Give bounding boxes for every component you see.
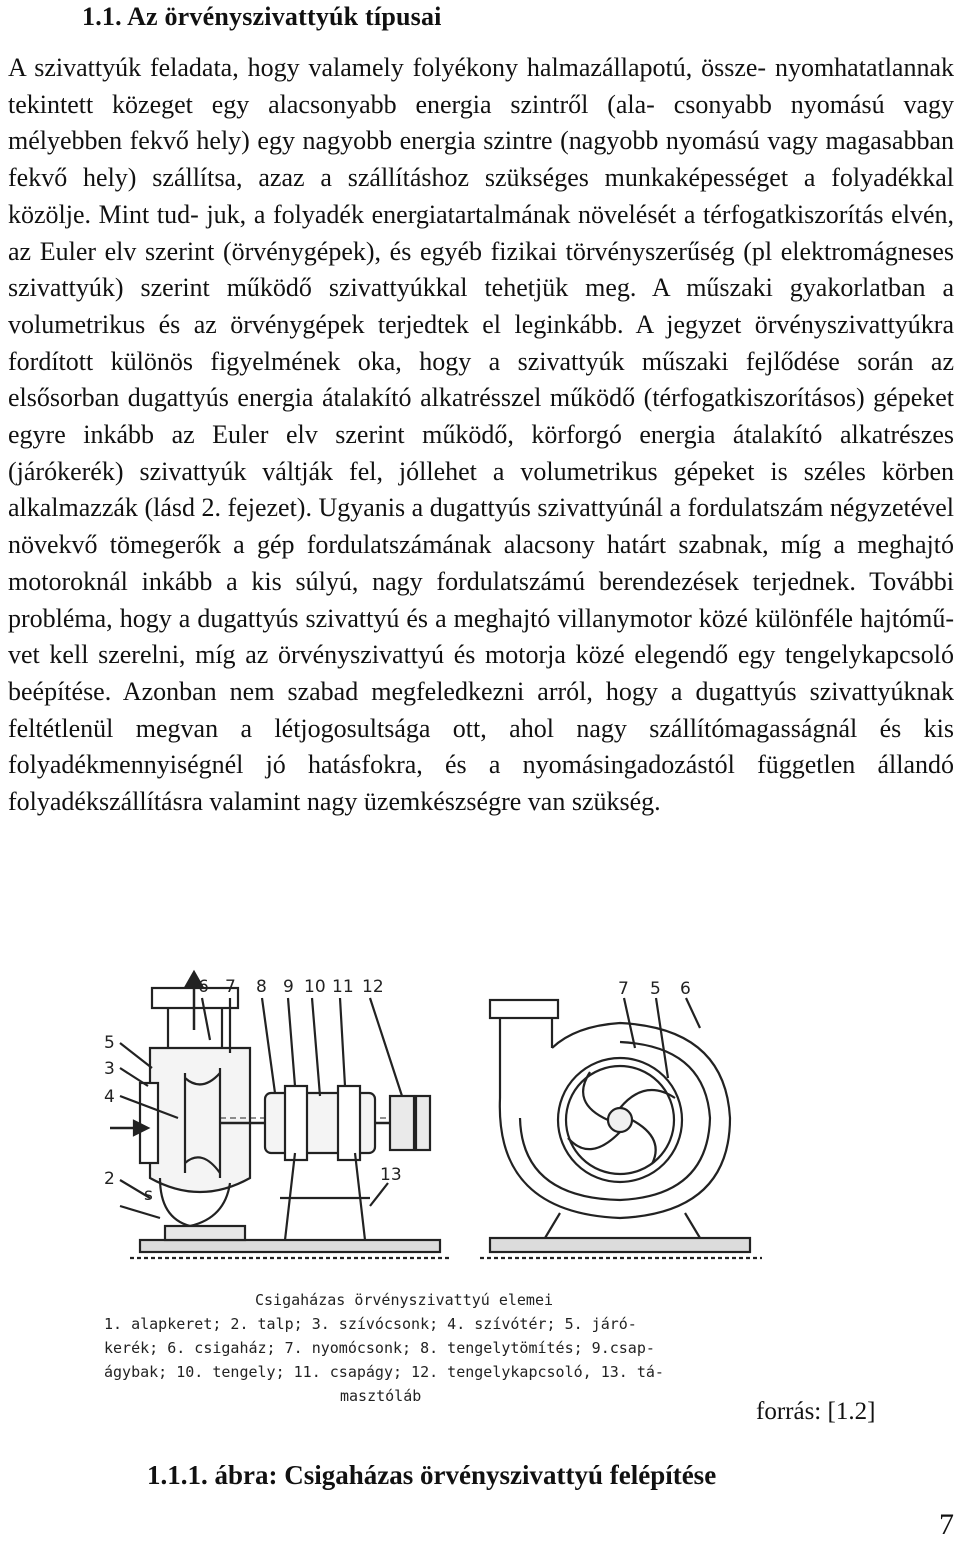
label-4: 4 <box>104 1087 115 1107</box>
body-line: juk, a folyadék energiatartalmának növelését a térfogatkiszorítás elvén, az <box>8 199 954 266</box>
body-line: (járókerék) szivattyúk váltják fel, jóllehet a volumetrikus gépeket is széles <box>8 456 866 486</box>
label-12: 12 <box>362 977 384 997</box>
label-2: 2 <box>104 1169 115 1189</box>
front-view-labels <box>618 979 691 999</box>
body-line: dugattyús szivattyú és a meghajtó villanymotor közé különféle hajtómű- <box>197 603 955 633</box>
side-view-drawing <box>110 972 450 1258</box>
label-5: 5 <box>104 1033 115 1053</box>
body-line: nagy fordulatszámú berendezések terjednek. További probléma, hogy a <box>8 566 955 633</box>
body-line: és a nyomásingadozástól független állandó folyadékszállításra valamint <box>8 750 954 817</box>
legend-line: 1. alapkeret; 2. talp; 3. szívócsonk; 4. szívótér; 5. járó- <box>104 1315 637 1333</box>
front-view-drawing <box>480 998 762 1258</box>
body-line: fordulatszám négyzetével növekvő tömegerők a gép fordulatszámának <box>8 493 955 560</box>
body-line: A műszaki gyakorlatban a volumetrikus és az örvénygépek terjedtek el <box>8 273 954 339</box>
body-line: ahol nagy szállítómagasságnál és kis folyadékmennyiségnél jó hatásfokra, <box>8 713 955 780</box>
body-paragraph <box>8 50 954 821</box>
body-line: nagy üzemkészségre van szükség. <box>306 787 661 817</box>
label-front-7: 7 <box>618 979 629 999</box>
pump-drawing <box>90 968 890 1288</box>
section-heading: 1.1. Az örvényszivattyúk típusai <box>82 2 442 31</box>
body-line: szintre (nagyobb nyomású vagy magasabban fekvő hely) szállítsa, azaz a <box>8 126 954 193</box>
label-9: 9 <box>283 977 294 997</box>
body-line: alacsony határt szabnak, míg a meghajtó motoroknál inkább a kis súlyú, <box>8 530 954 596</box>
page-number: 7 <box>939 1508 954 1541</box>
body-line: hogy a dugattyús szivattyúknak feltétlenül megvan a létjogosultsága ott, <box>8 676 955 743</box>
label-front-6: 6 <box>680 979 691 999</box>
body-line: energia átalakító alkatrésszel működő (térfogatkiszorításos) gépeket egyre <box>8 383 954 450</box>
body-line: szállításhoz szükséges munkaképességet a folyadékkal közölje. Mint tud- <box>8 163 954 229</box>
body-line: nyomhatatlannak tekintett közeget egy alacsonyabb energia szintről (ala- <box>8 53 955 119</box>
legend-line: ágybak; 10. tengely; 11. csapágy; 12. tengelykapcsoló, 13. tá- <box>104 1363 664 1381</box>
label-7: 7 <box>225 977 236 997</box>
legend-line: masztóláb <box>340 1387 422 1405</box>
body-line: Euler elv szerint (örvénygépek), és egyéb fizikai törvényszerűség (pl <box>39 236 773 266</box>
body-line: tengelykapcsoló beépítése. Azonban nem szabad megfeledkezni arról, <box>8 640 954 706</box>
label-10: 10 <box>304 977 326 997</box>
body-line: inkább az Euler elv szerint működő, körforgó energia átalakító alkatrészes <box>83 420 954 450</box>
label-front-5: 5 <box>650 979 661 999</box>
label-11: 11 <box>332 977 354 997</box>
figure-legend <box>104 1288 704 1408</box>
label-13: 13 <box>380 1165 402 1185</box>
label-s: s <box>144 1185 153 1205</box>
body-line: A szivattyúk feladata, hogy valamely folyékony halmazállapotú, össze- <box>8 53 767 82</box>
legend-line: kerék; 6. csigaház; 7. nyomócsonk; 8. tengelytömítés; 9.csap- <box>104 1339 655 1357</box>
body-line: körben alkalmazzák (lásd 2. fejezet). Ugyanis a dugattyús szivattyúnál a <box>8 456 955 523</box>
body-line: oka, hogy a szivattyúk műszaki fejlődése során az elsősorban dugattyús <box>8 346 954 413</box>
label-6: 6 <box>198 977 209 997</box>
label-3: 3 <box>104 1059 115 1079</box>
figure-source: forrás: [1.2] <box>756 1398 876 1425</box>
body-line: vet kell szerelni, míg az örvényszivattyú és motorja közé elegendő egy <box>8 640 776 670</box>
figure-caption: 1.1.1. ábra: Csigaházas örvényszivattyú felépítése <box>147 1460 717 1490</box>
legend-title: Csigaházas örvényszivattyú elemei <box>254 1291 553 1309</box>
body-line: leginkább. A jegyzet örvényszivattyúkra fordított különös figyelmének <box>8 309 954 376</box>
body-line: elektromágneses szivattyúk) szerint működő szivattyúkkal tehetjük meg. <box>8 236 955 303</box>
label-8: 8 <box>256 977 267 997</box>
body-line: csonyabb nyomású vagy mélyebben fekvő hely) egy nagyobb energia <box>8 89 955 156</box>
